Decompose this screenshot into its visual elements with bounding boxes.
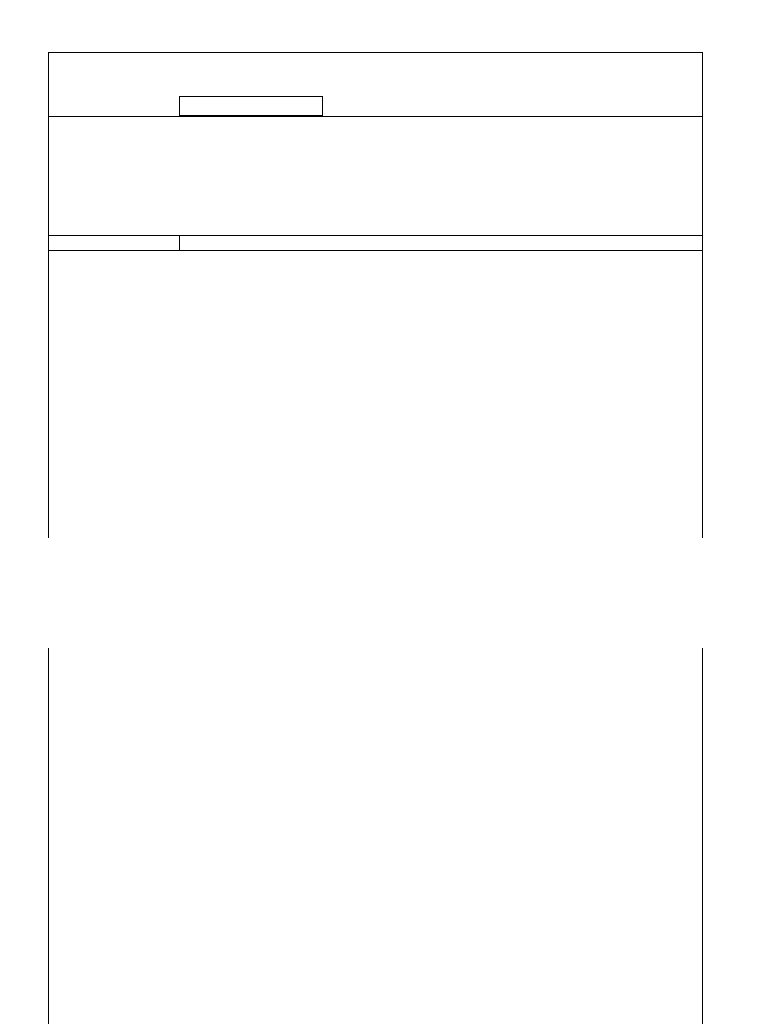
leading-indicators-title: [179, 235, 702, 251]
lagging-indicators-title: [179, 96, 323, 116]
top-table-frame: [48, 52, 703, 538]
bottom-table-frame: [48, 648, 703, 1024]
page-title: [49, 53, 702, 95]
